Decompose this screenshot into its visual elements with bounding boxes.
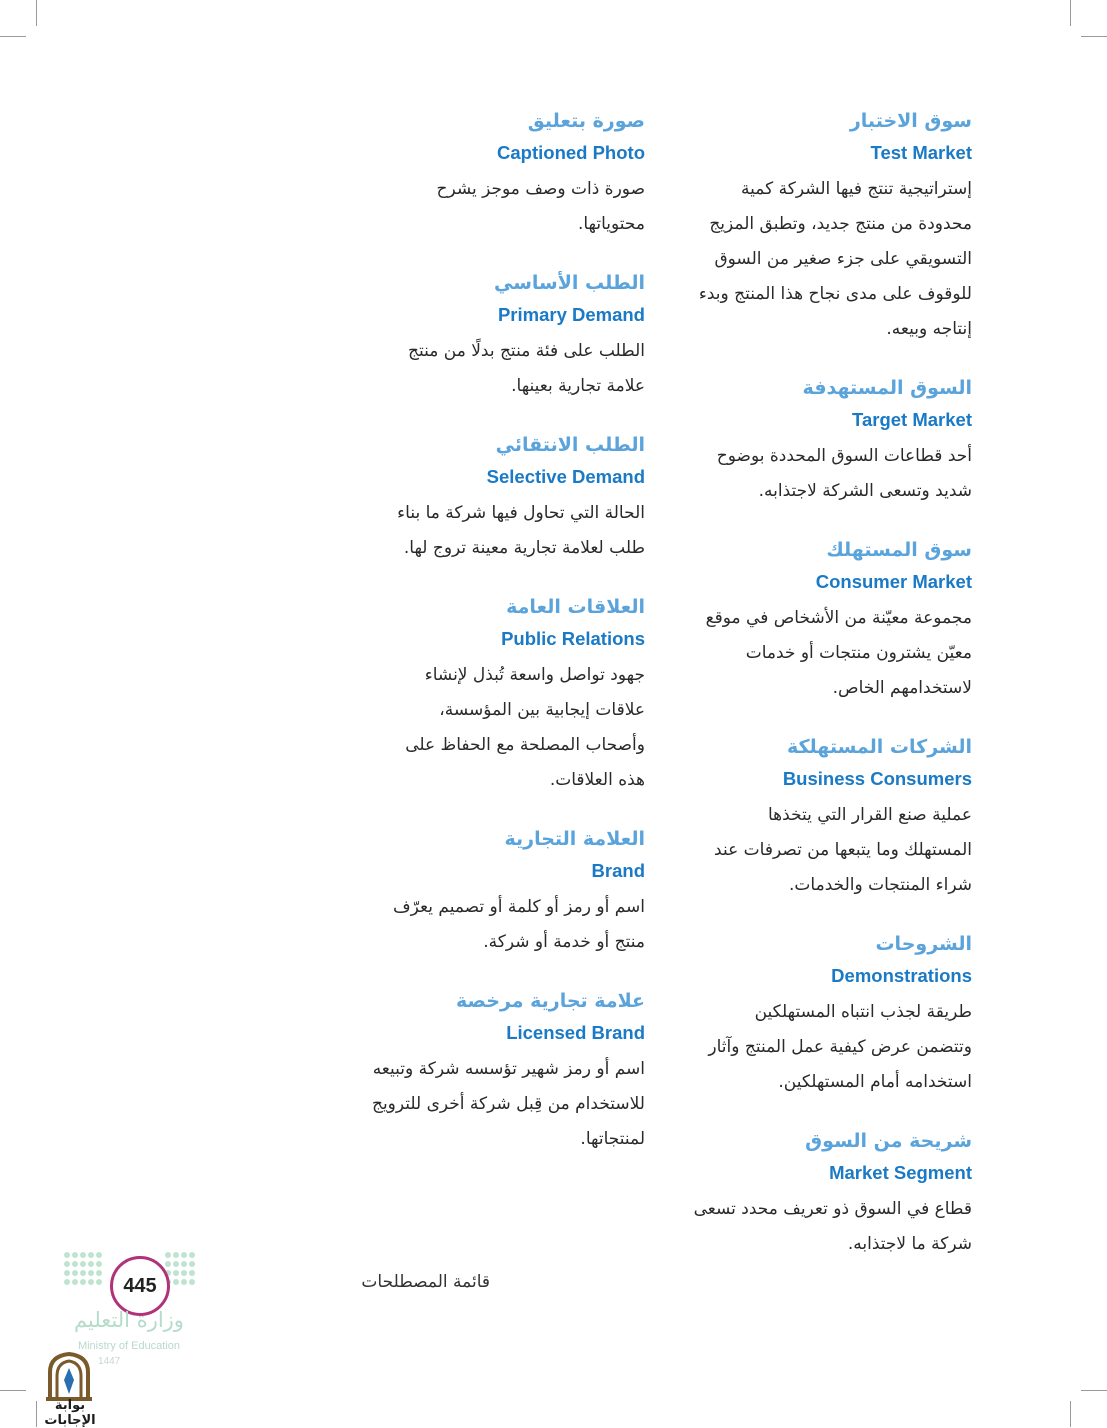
term-arabic: سوق المستهلك xyxy=(826,539,972,561)
term-arabic: الشركات المستهلكة xyxy=(786,736,972,758)
term-arabic: العلاقات العامة xyxy=(506,596,645,618)
definition-line: علاقات إيجابية بين المؤسسة، xyxy=(439,700,645,720)
term-definition xyxy=(660,439,972,509)
definition-line: شديد وتسعى الشركة لاجتذابه. xyxy=(758,481,972,501)
definition-line: منتج أو خدمة أو شركة. xyxy=(483,932,645,952)
crop-mark xyxy=(0,1390,26,1391)
term-definition xyxy=(660,995,972,1100)
term-definition xyxy=(660,172,972,347)
term-definition xyxy=(660,798,972,903)
crop-mark xyxy=(0,36,26,37)
term-arabic: صورة بتعليق xyxy=(527,110,645,132)
definition-line: التسويقي على جزء صغير من السوق xyxy=(714,249,972,269)
definition-line: علامة تجارية بعينها. xyxy=(511,376,645,396)
term-english: Public Relations xyxy=(501,628,645,649)
definition-line: قطاع في السوق ذو تعريف محدد تسعى xyxy=(693,1199,972,1219)
definition-line: محتوياتها. xyxy=(577,214,645,234)
decor-dot xyxy=(181,1279,187,1285)
glossary-entry xyxy=(330,822,645,960)
glossary-column-right xyxy=(660,104,972,1286)
glossary-entry xyxy=(660,371,972,509)
term-english: Consumer Market xyxy=(815,571,972,592)
term-english: Market Segment xyxy=(829,1162,972,1183)
term-definition xyxy=(660,601,972,706)
term-english: Primary Demand xyxy=(497,304,645,325)
term-arabic: الشروحات xyxy=(875,933,972,955)
term-english: Demonstrations xyxy=(831,965,972,986)
decor-dot xyxy=(80,1252,86,1258)
decor-dot xyxy=(189,1270,195,1276)
glossary-entry xyxy=(330,984,645,1157)
page-number-badge xyxy=(110,1256,170,1316)
ministry-name-arabic: وزارة التعليم xyxy=(74,1308,184,1332)
definition-line: اسم أو رمز أو كلمة أو تصميم يعرّف xyxy=(393,897,645,917)
decor-dot xyxy=(181,1261,187,1267)
term-arabic: الطلب الأساسي xyxy=(493,272,645,294)
definition-line: لاستخدامهم الخاص. xyxy=(832,678,972,698)
term-english: Licensed Brand xyxy=(506,1022,645,1043)
decor-dot xyxy=(72,1270,78,1276)
definition-line: للاستخدام من قِبل شركة أخرى للترويج xyxy=(371,1094,645,1114)
decor-dot xyxy=(64,1252,70,1258)
decor-dot xyxy=(88,1270,94,1276)
term-arabic: سوق الاختبار xyxy=(849,110,972,132)
glossary-entry xyxy=(330,104,645,242)
decor-dot xyxy=(173,1270,179,1276)
definition-line: شراء المنتجات والخدمات. xyxy=(789,875,972,895)
term-english: Test Market xyxy=(870,142,972,163)
definition-line: طلب لعلامة تجارية معينة تروج لها. xyxy=(403,538,645,558)
decor-dot xyxy=(72,1279,78,1285)
decor-dot xyxy=(96,1261,102,1267)
term-english: Business Consumers xyxy=(782,768,972,789)
term-arabic: العلامة التجارية xyxy=(504,828,645,850)
glossary-entry xyxy=(330,590,645,798)
decor-dot xyxy=(189,1252,195,1258)
definition-line: المستهلك وما يتبعها من تصرفات عند xyxy=(714,840,972,860)
definition-line: طريقة لجذب انتباه المستهلكين xyxy=(754,1002,972,1022)
decor-dot xyxy=(189,1279,195,1285)
decor-dot xyxy=(165,1261,171,1267)
site-label: بوابة الإجابات xyxy=(44,1398,96,1428)
definition-line: اسم أو رمز شهير تؤسسه شركة وتبيعه xyxy=(372,1059,645,1079)
glossary-entry xyxy=(660,927,972,1100)
decor-dot xyxy=(80,1261,86,1267)
ministry-year: 1447 xyxy=(98,1356,121,1367)
glossary-entry xyxy=(660,533,972,706)
decor-dot xyxy=(88,1279,94,1285)
decor-dot xyxy=(173,1279,179,1285)
definition-line: شركة ما لاجتذابه. xyxy=(847,1234,972,1254)
definition-line: صورة ذات وصف موجز يشرح xyxy=(436,179,645,199)
term-definition xyxy=(330,334,645,404)
decor-dot xyxy=(173,1252,179,1258)
definition-line: وتتضمن عرض كيفية عمل المنتج وآثار xyxy=(708,1037,972,1057)
definition-line: الطلب على فئة منتج بدلًا من منتج xyxy=(408,341,645,361)
crop-mark xyxy=(36,0,37,26)
term-arabic: السوق المستهدفة xyxy=(802,377,972,399)
decor-dot xyxy=(173,1261,179,1267)
definition-line: استخدامه أمام المستهلكين. xyxy=(778,1072,972,1092)
decor-dot xyxy=(96,1270,102,1276)
decor-dot xyxy=(64,1279,70,1285)
definition-line: إستراتيجية تنتج فيها الشركة كمية xyxy=(741,179,972,199)
crop-mark xyxy=(1070,0,1071,26)
glossary-entry xyxy=(660,104,972,347)
decor-dot xyxy=(181,1270,187,1276)
decor-dot xyxy=(80,1270,86,1276)
term-definition xyxy=(330,658,645,798)
ministry-name-english: Ministry of Education xyxy=(77,1340,181,1352)
glossary-entry xyxy=(660,1124,972,1262)
definition-line: أحد قطاعات السوق المحددة بوضوح xyxy=(716,446,972,466)
term-english: Captioned Photo xyxy=(497,142,645,163)
decor-dot xyxy=(96,1252,102,1258)
term-english: Target Market xyxy=(852,409,972,430)
term-definition xyxy=(330,1052,645,1157)
definition-line: هذه العلاقات. xyxy=(549,770,645,790)
section-title: قائمة المصطلحات xyxy=(361,1272,490,1292)
definition-line: وأصحاب المصلحة مع الحفاظ على xyxy=(405,735,645,755)
crop-mark xyxy=(1070,1401,1071,1427)
term-arabic: الطلب الانتقائي xyxy=(495,434,645,456)
crop-mark xyxy=(1081,36,1107,37)
definition-line: مجموعة معيّنة من الأشخاص في موقع xyxy=(705,608,972,628)
term-definition xyxy=(330,172,645,242)
term-english: Brand xyxy=(591,860,645,881)
term-english: Selective Demand xyxy=(486,466,645,487)
term-arabic: علامة تجارية مرخصة xyxy=(456,990,645,1012)
definition-line: للوقوف على مدى نجاح هذا المنتج وبدء xyxy=(698,284,972,304)
definition-line: إنتاجه وبيعه. xyxy=(886,319,972,339)
decor-dot xyxy=(80,1279,86,1285)
glossary-entry xyxy=(330,266,645,404)
decor-dot xyxy=(72,1252,78,1258)
definition-line: الحالة التي تحاول فيها شركة ما بناء xyxy=(397,503,645,523)
decor-dot xyxy=(165,1252,171,1258)
crop-mark xyxy=(1081,1390,1107,1391)
term-definition xyxy=(330,890,645,960)
definition-line: عملية صنع القرار التي يتخذها xyxy=(768,805,972,825)
term-definition xyxy=(330,496,645,566)
definition-line: محدودة من منتج جديد، وتطبق المزيج xyxy=(709,214,972,234)
decor-dot xyxy=(64,1270,70,1276)
definition-line: جهود تواصل واسعة تُبذل لإنشاء xyxy=(424,665,645,685)
term-definition xyxy=(660,1192,972,1262)
definition-line: معيّن يشترون منتجات أو خدمات xyxy=(745,643,972,663)
decor-dot xyxy=(181,1252,187,1258)
decor-dot xyxy=(88,1261,94,1267)
decor-dot xyxy=(96,1279,102,1285)
glossary-entry xyxy=(330,428,645,566)
glossary-entry xyxy=(660,730,972,903)
page-number: 445 xyxy=(123,1274,157,1297)
decor-dot xyxy=(189,1261,195,1267)
glossary-column-left xyxy=(330,104,645,1181)
gate-logo-icon xyxy=(44,1350,94,1402)
term-arabic: شريحة من السوق xyxy=(805,1130,972,1152)
decor-dot xyxy=(88,1252,94,1258)
decor-dot xyxy=(64,1261,70,1267)
definition-line: لمنتجاتها. xyxy=(580,1129,645,1149)
decor-dot xyxy=(72,1261,78,1267)
